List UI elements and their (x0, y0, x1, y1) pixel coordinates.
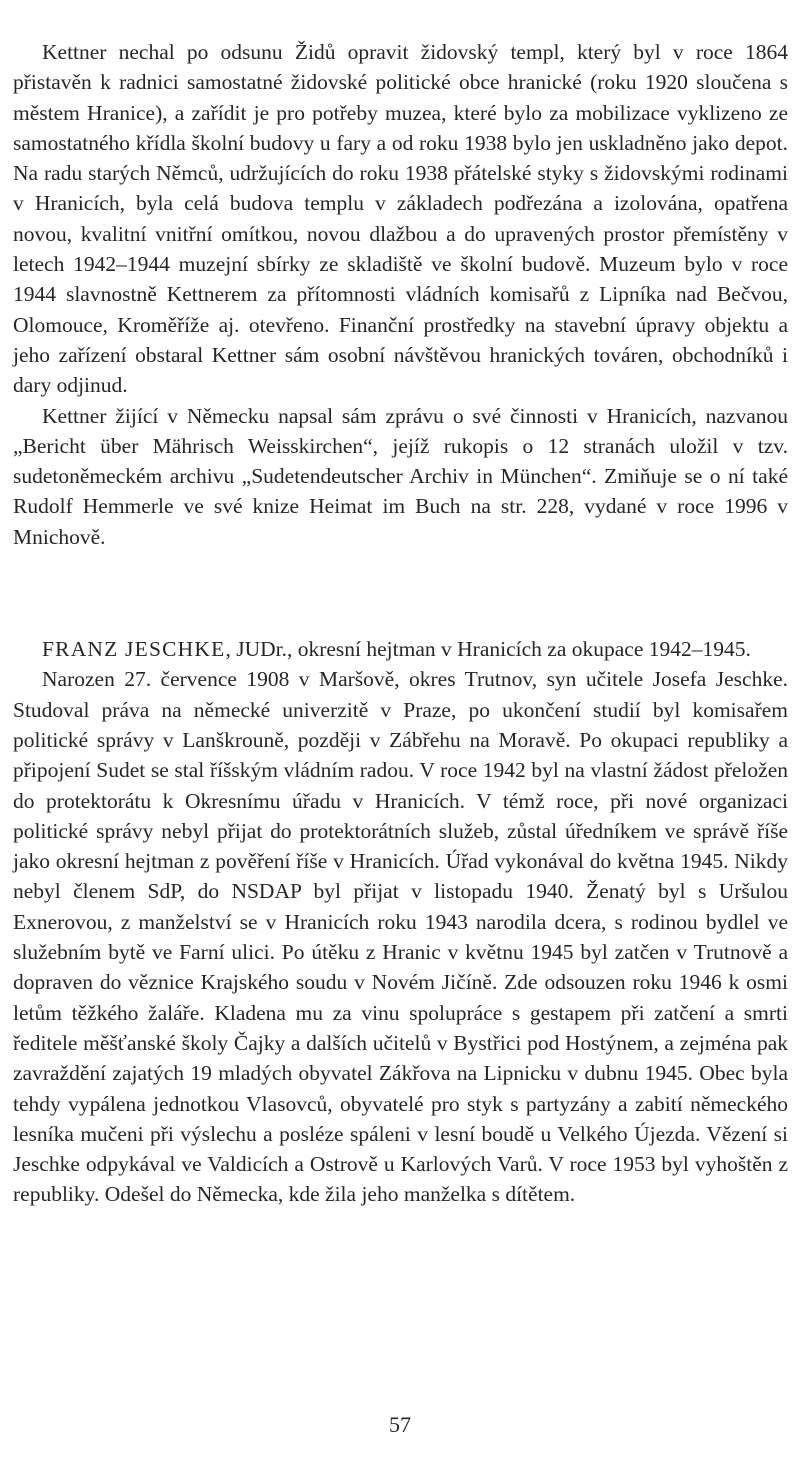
page-number: 57 (389, 1412, 411, 1437)
paragraph-jeschke-biography: Narozen 27. července 1908 v Maršově, okres Trutnov, syn učitele Josefa Jeschke. Studoval práva na německé univerzitě v Praze, po ukončení studií byl komisařem politické správy v Lanškrouně, později v Zábřehu na Moravě. Po okupaci republiky a připojení Sudet se stal říšským vládním radou. V roce 1942 byl na vlastní žádost přeložen do protektorátu k Okresnímu úřadu v Hranicích. V témž roce, při nové organizaci politické správy nebyl přijat do protektorátních služeb, zůstal úředníkem ve správě říše jako okresní hejtman z pověření říše v Hranicích. Úřad vykonával do května 1945. Nikdy nebyl členem SdP, do NSDAP byl přijat v listopadu 1940. Ženatý byl s Uršulou Exnerovou, z manželství se v Hranicích roku 1943 narodila dcera, s rodinou bydlel ve služebním bytě ve Farní ulici. Po útěku z Hranic v květnu 1945 byl zatčen v Trutnově a dopraven do věznice Krajského soudu v Novém Jičíně. Zde odsouzen roku 1946 k osmi letům těžkého žaláře. Kladena mu za vinu spolupráce s gestapem při zatčení a smrti ředitele měšťanské školy Čajky a dalších učitelů v Bystřici pod Hostýnem, a zejména pak zavraždění zajatých 19 mladých obyvatel Zákřova na Lipnicku v dubnu 1945. Obec byla tehdy vypálena jednotkou Vlasovců, obyvatelé pro styk s partyzány a zabití německého lesníka mučeni při výslechu a posléze spáleni v lesní boudě u Velkého Újezda. Vězení si Jeschke odpykával ve Valdicích a Ostrově u Karlových Varů. V roce 1953 byl vyhoštěn z republiky. Odešel do Německa, kde žila jeho manželka s dítětem. (13, 667, 788, 1207)
paragraph-kettner-bericht: Kettner žijící v Německu napsal sám zprávu o své činnosti v Hranicích, nazvanou „Bericht über Mährisch Weisskirchen“, jejíž rukopis o 12 stranách uložil v tzv. sudetoněmeckém archivu „Sudetendeutscher Archiv in München“. Zmiňuje se o ní také Rudolf Hemmerle ve své knize Heimat im Buch na str. 228, vydané v roce 1996 v Mnichově. (13, 403, 788, 549)
section-gap (13, 552, 788, 634)
paragraph-kettner-templ: Kettner nechal po odsunu Židů opravit židovský templ, který byl v roce 1864 přistavěn k radnici samostatné židovské politické obce hranické (roku 1920 sloučena s městem Hranice), a zařídit je pro potřeby muzea, které bylo za mobilizace vyklizeno ze samostatného křídla školní budovy u fary a od roku 1938 bylo jen uskladněno jako depot. Na radu starých Němců, udržujících do roku 1938 přátelské styky s židovskými rodinami v Hranicích, byla celá budova templu v základech podřezána a izolována, opatřena novou, kvalitní vnitřní omítkou, novou dlažbou a do upravených prostor přemístěny v letech 1942–1944 muzejní sbírky ze skladiště ve školní budově. Muzeum bylo v roce 1944 slavnostně Kettnerem za přítomnosti vládních komisařů z Lipníka nad Bečvou, Olomouce, Kroměříže aj. otevřeno. Finanční prostředky na stavební úpravy objektu a jeho zařízení obstaral Kettner sám osobní návštěvou hranických továren, obchodníků i dary odjinud. (13, 40, 788, 398)
section-heading-franz-jeschke (13, 634, 788, 664)
heading-name: FRANZ JESCHKE (42, 637, 226, 662)
heading-description: , JUDr., okresní hejtman v Hranicích za okupace 1942–1945. (225, 637, 751, 662)
